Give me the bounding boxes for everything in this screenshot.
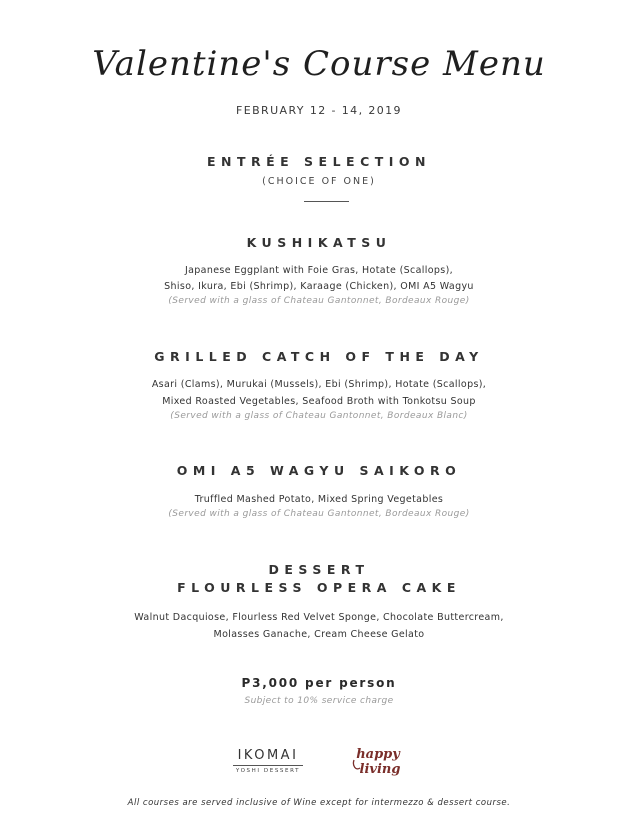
item-kushikatsu-desc-line: Japanese Eggplant with Foie Gras, Hotate (Scallops), [184,265,454,276]
item-wagyu-pairing: (Served with a glass of Chateau Gantonnet, Bordeaux Rouge) [168,509,470,519]
item-grilled-catch-name: GRILLED CATCH OF THE DAY [154,349,484,364]
dessert-name: FLOURLESS OPERA CAKE [177,580,461,595]
section-divider [304,201,349,202]
menu-date: FEBRUARY 12 - 14, 2019 [236,104,402,117]
dessert-desc-line: Molasses Ganache, Cream Cheese Gelato [213,629,425,640]
ikomai-logo-sub: YOSHI DESSERT [235,768,301,774]
item-wagyu-desc-line: Truffled Mashed Potato, Mixed Spring Vegetables [194,494,444,505]
item-kushikatsu-name: KUSHIKATSU [246,235,392,250]
ikomai-logo [228,748,308,774]
item-grilled-catch-pairing: (Served with a glass of Chateau Gantonnet, Bordeaux Blanc) [170,411,468,421]
happy-living-logo [348,744,408,778]
menu-title: Valentine's Course Menu [92,44,546,84]
footer-note: All courses are served inclusive of Wine except for intermezzo & dessert course. [127,798,511,808]
item-grilled-catch-desc-line: Asari (Clams), Murukai (Mussels), Ebi (Shrimp), Hotate (Scallops), [151,379,487,390]
happy-living-logo-top: happy [356,747,400,762]
item-kushikatsu-pairing: (Served with a glass of Chateau Gantonnet, Bordeaux Rouge) [168,296,470,306]
happy-living-logo-bottom: living [359,762,401,777]
price: P3,000 per person [241,676,397,690]
choice-note: (CHOICE OF ONE) [262,176,376,187]
ikomai-logo-rule [233,765,303,766]
dessert-heading: DESSERT [268,562,370,577]
ikomai-logo-name: IKOMAI [237,748,299,763]
entree-heading: ENTRÉE SELECTION [206,154,432,169]
item-wagyu-name: OMI A5 WAGYU SAIKORO [176,463,462,478]
item-grilled-catch-desc-line: Mixed Roasted Vegetables, Seafood Broth with Tonkotsu Soup [162,396,476,407]
item-kushikatsu-desc-line: Shiso, Ikura, Ebi (Shrimp), Karaage (Chicken), OMI A5 Wagyu [164,281,474,292]
dessert-desc-line: Walnut Dacquiose, Flourless Red Velvet Sponge, Chocolate Buttercream, [134,612,504,623]
service-charge-note: Subject to 10% service charge [244,696,394,706]
